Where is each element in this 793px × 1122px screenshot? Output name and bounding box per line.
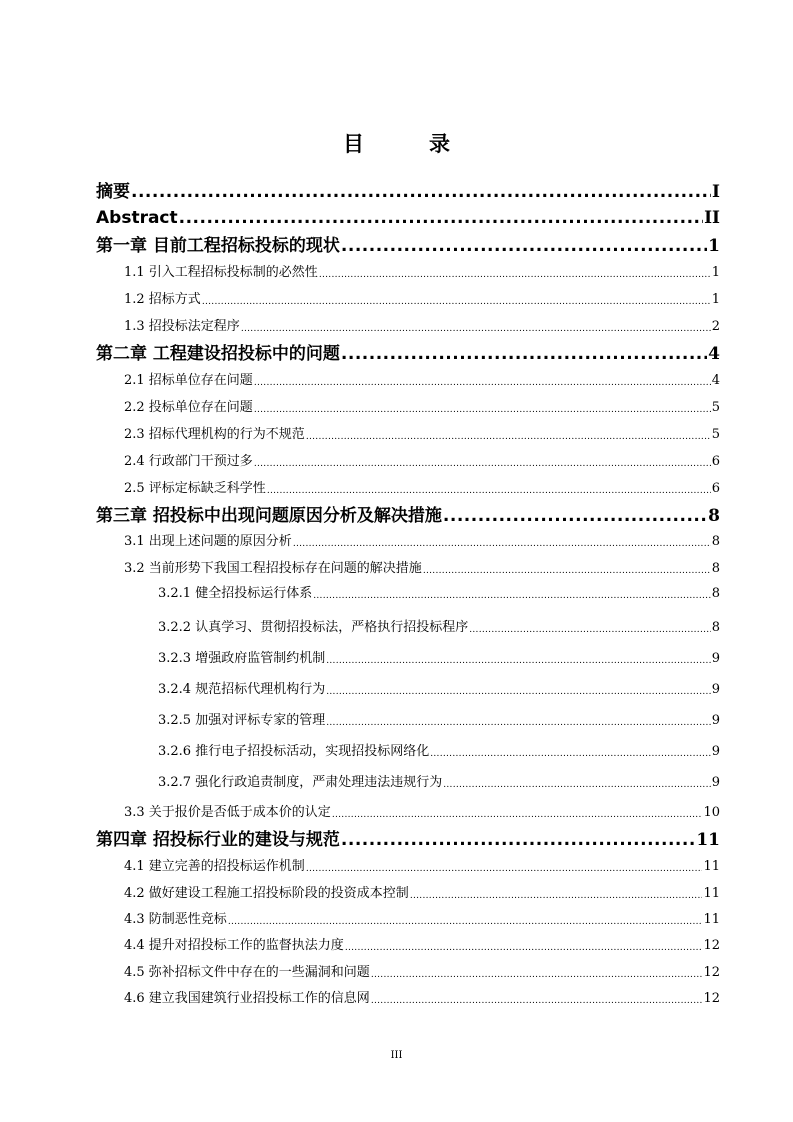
toc-leader-dots [326,656,711,666]
toc-entry-page: 8 [708,506,720,526]
toc-leader-dots [254,378,711,388]
toc-leader-dots [179,208,703,228]
toc-entry-label: 4.5 弥补招标文件中存在的一些漏洞和问题 [124,965,370,980]
toc-entry-page: I [712,182,720,202]
toc-entry[interactable] [124,802,720,820]
toc-entry-label: 第一章 目前工程招标投标的现状 [96,236,340,256]
toc-entry-label: 2.5 评标定标缺乏科学性 [124,481,266,496]
toc-leader-dots [254,459,711,469]
toc-entry-page: 8 [711,586,720,601]
toc-entry-page: 6 [711,454,720,469]
toc-entry-label: 2.1 招标单位存在问题 [124,373,253,388]
toc-entry[interactable] [124,883,720,901]
toc-entry-page: 4 [711,373,720,388]
toc-entry[interactable] [96,504,720,526]
toc-entry-label: 3.2.3 增强政府监管制约机制 [158,651,326,666]
toc-entry-page: 8 [711,561,720,576]
toc-leader-dots [131,182,711,202]
toc-leader-dots [371,996,703,1006]
toc-entry-page: 1 [711,292,720,307]
toc-entry-label: 1.2 招标方式 [124,292,201,307]
toc-entry[interactable] [124,935,720,953]
toc-leader-dots [326,687,711,697]
toc-leader-dots [341,236,707,256]
toc-entry-page: 10 [703,805,720,820]
toc-entry[interactable] [124,909,720,927]
toc-entry[interactable] [124,531,720,549]
toc-leader-dots [332,810,703,820]
toc-entry-label: 3.2.6 推行电子招投标活动，实现招投标网络化 [158,744,430,759]
toc-entry-page: 8 [711,620,720,635]
toc-entry[interactable] [124,289,720,307]
toc-entry[interactable] [124,558,720,576]
toc-entry[interactable] [158,617,720,635]
toc-entry-label: 3.2 当前形势下我国工程招投标存在问题的解决措施 [124,561,422,576]
toc-entry[interactable] [124,262,720,280]
toc-entry-page: 9 [711,744,720,759]
toc-entry-page: 9 [711,775,720,790]
toc-entry[interactable] [158,741,720,759]
toc-entry-label: 3.2.4 规范招标代理机构行为 [158,682,326,697]
toc-entry-label: 4.3 防制恶性竞标 [124,912,227,927]
toc-entry-label: 1.1 引入工程招标投标制的必然性 [124,265,318,280]
toc-leader-dots [228,917,703,927]
toc-entry-label: 第四章 招投标行业的建设与规范 [96,830,340,850]
toc-entry-label: 4.6 建立我国建筑行业招投标工作的信息网 [124,991,370,1006]
toc-entry[interactable] [96,180,720,202]
toc-entry-label: 摘要 [96,182,130,202]
toc-entry[interactable] [96,234,720,256]
toc-leader-dots [241,324,711,334]
toc-leader-dots [371,970,703,980]
toc-entry[interactable] [124,370,720,388]
toc-entry[interactable] [124,962,720,980]
toc-entry-page: 12 [703,991,720,1006]
toc-entry[interactable] [124,451,720,469]
toc-entry-label: 3.2.7 强化行政追责制度，严肃处理违法违规行为 [158,775,443,790]
toc-leader-dots [423,566,711,576]
toc-entry-page: 12 [703,965,720,980]
toc-leader-dots [430,749,711,759]
toc-entry[interactable] [124,988,720,1006]
toc-leader-dots [443,780,711,790]
toc-leader-dots [202,297,711,307]
toc-leader-dots [267,486,711,496]
toc-entry-page: 8 [711,534,720,549]
toc-leader-dots [469,625,711,635]
toc-entry-page: 1 [711,265,720,280]
toc-entry-label: 第三章 招投标中出现问题原因分析及解决措施 [96,506,442,526]
toc-entry-page: II [704,208,720,228]
toc-entry[interactable] [124,316,720,334]
toc-entry[interactable] [124,424,720,442]
toc-leader-dots [345,943,703,953]
toc-entry-label: Abstract [96,208,178,228]
toc-entry-label: 4.1 建立完善的招投标运作机制 [124,859,305,874]
toc-entry-page: 11 [703,886,720,901]
toc-entry-page: 6 [711,481,720,496]
toc-entry-label: 1.3 招投标法定程序 [124,319,240,334]
toc-entry-page: 5 [711,427,720,442]
toc-entry[interactable] [158,648,720,666]
toc-entry-label: 3.2.1 健全招投标运行体系 [158,586,313,601]
toc-entry[interactable] [158,710,720,728]
toc-entry-label: 3.2.5 加强对评标专家的管理 [158,713,326,728]
toc-leader-dots [410,891,703,901]
toc-leader-dots [443,506,707,526]
toc-entry-page: 11 [703,912,720,927]
toc-entry-label: 4.2 做好建设工程施工招投标阶段的投资成本控制 [124,886,409,901]
toc-entry-page: 1 [708,236,720,256]
toc-entry[interactable] [96,206,720,228]
toc-entry[interactable] [124,478,720,496]
toc-entry-page: 11 [696,830,720,850]
toc-entry-label: 2.4 行政部门干预过多 [124,454,253,469]
toc-leader-dots [254,405,711,415]
toc-leader-dots [293,539,711,549]
toc-entry-label: 3.2.2 认真学习、贯彻招投标法，严格执行招投标程序 [158,620,469,635]
toc-entry-page: 5 [711,400,720,415]
toc-leader-dots [341,344,707,364]
toc-entry-page: 9 [711,713,720,728]
toc-entry[interactable] [124,856,720,874]
toc-entry[interactable] [158,583,720,601]
toc-leader-dots [341,830,695,850]
toc-entry-page: 9 [711,682,720,697]
toc-entry-label: 2.3 招标代理机构的行为不规范 [124,427,305,442]
page-number: III [390,1050,403,1061]
toc-entry[interactable] [96,342,720,364]
toc-entry-label: 3.1 出现上述问题的原因分析 [124,534,292,549]
toc-entry-page: 9 [711,651,720,666]
toc-entry-label: 3.3 关于报价是否低于成本价的认定 [124,805,331,820]
toc-entry[interactable] [158,772,720,790]
toc-entry-page: 4 [708,344,720,364]
toc-entry-label: 4.4 提升对招投标工作的监督执法力度 [124,938,344,953]
toc-entry-label: 第二章 工程建设招投标中的问题 [96,344,340,364]
toc-entry[interactable] [124,397,720,415]
toc-entry[interactable] [158,679,720,697]
toc-entry-page: 12 [703,938,720,953]
toc-entry-label: 2.2 投标单位存在问题 [124,400,253,415]
toc-entry-page: 11 [703,859,720,874]
toc-leader-dots [306,864,703,874]
page-title: 目 录 [343,132,472,156]
toc-leader-dots [326,718,711,728]
toc-entry[interactable] [96,828,720,850]
toc-leader-dots [319,270,711,280]
toc-leader-dots [313,591,711,601]
toc-leader-dots [306,432,711,442]
toc-entry-page: 2 [711,319,720,334]
